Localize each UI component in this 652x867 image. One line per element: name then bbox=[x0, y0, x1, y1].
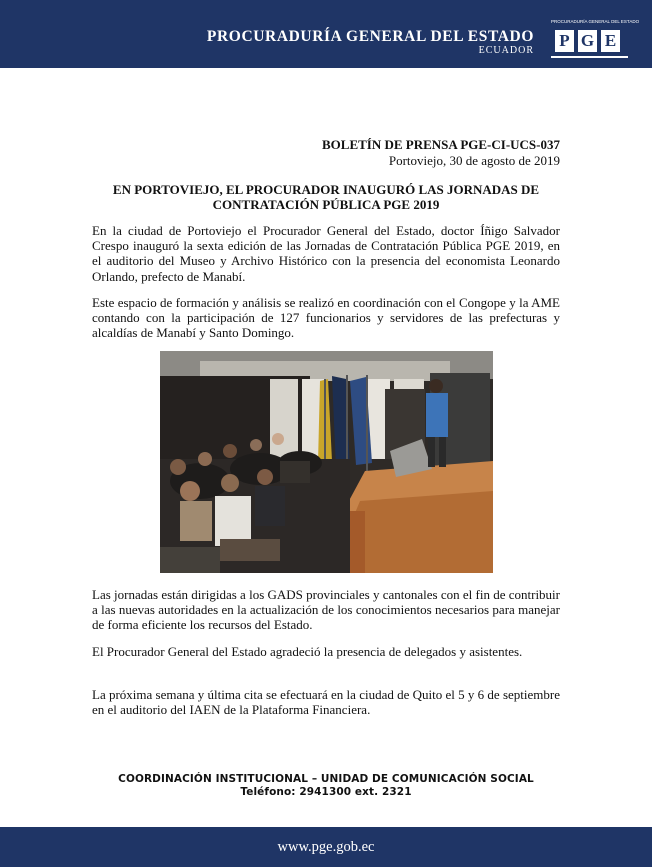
footer-phone: Teléfono: 2941300 ext. 2321 bbox=[240, 786, 412, 798]
logo-underline bbox=[551, 56, 628, 58]
org-country: ECUADOR bbox=[478, 45, 534, 56]
paragraph-4: El Procurador General del Estado agradeció la presencia de delegados y asistentes. bbox=[92, 644, 523, 659]
footer-credit bbox=[0, 773, 652, 799]
headline-line-1: EN PORTOVIEJO, EL PROCURADOR INAUGURÓ LAS JORNADAS DE bbox=[112, 182, 540, 197]
pge-logo bbox=[551, 18, 640, 62]
headline bbox=[92, 182, 560, 212]
logo-letter-p: P bbox=[555, 30, 574, 52]
paragraph-2: Este espacio de formación y análisis se realizó en coordinación con el Congope y la AME contando con la participación de 127 funcionarios y servidores de las prefecturas y alcaldías de Manabí y Santo Domingo. bbox=[92, 295, 560, 341]
logo-caption: PROCURADURÍA GENERAL DEL ESTADO bbox=[551, 19, 640, 24]
logo-letter-e: E bbox=[601, 30, 620, 52]
bulletin-code: BOLETÍN DE PRENSA PGE-CI-UCS-037 bbox=[321, 137, 560, 152]
event-photo bbox=[160, 351, 493, 573]
paragraph-1: En la ciudad de Portoviejo el Procurador General del Estado, doctor Íñigo Salvador Crespo inauguró la sexta edición de las Jornadas de Contratación Pública PGE 2019, en el auditorio del Museo y Archivo Histórico con la presencia del economista Leonardo Orlando, prefecto de Manabí. bbox=[92, 223, 560, 284]
footer-bar bbox=[0, 827, 652, 867]
bulletin-place-date: Portoviejo, 30 de agosto de 2019 bbox=[388, 153, 560, 168]
header-bar bbox=[0, 0, 652, 68]
paragraph-3: Las jornadas están dirigidas a los GADS provinciales y cantonales con el fin de contribuir a las nuevas autoridades en la actualización de los conocimientos necesarios para manejar de forma eficiente los recursos del Estado. bbox=[92, 587, 560, 633]
footer-url: www.pge.gob.ec bbox=[277, 839, 375, 855]
bulletin-info bbox=[322, 137, 560, 169]
logo-letter-g: G bbox=[578, 30, 597, 52]
org-name: PROCURADURÍA GENERAL DEL ESTADO bbox=[206, 28, 534, 45]
event-photo-illustration bbox=[160, 351, 493, 573]
paragraph-5: La próxima semana y última cita se efectuará en la ciudad de Quito el 5 y 6 de septiembre en el auditorio del IAEN de la Plataforma Financiera. bbox=[92, 687, 560, 718]
headline-line-2: CONTRATACIÓN PÚBLICA PGE 2019 bbox=[212, 197, 440, 212]
footer-unit: COORDINACIÓN INSTITUCIONAL – UNIDAD DE COMUNICACIÓN SOCIAL bbox=[118, 773, 534, 785]
